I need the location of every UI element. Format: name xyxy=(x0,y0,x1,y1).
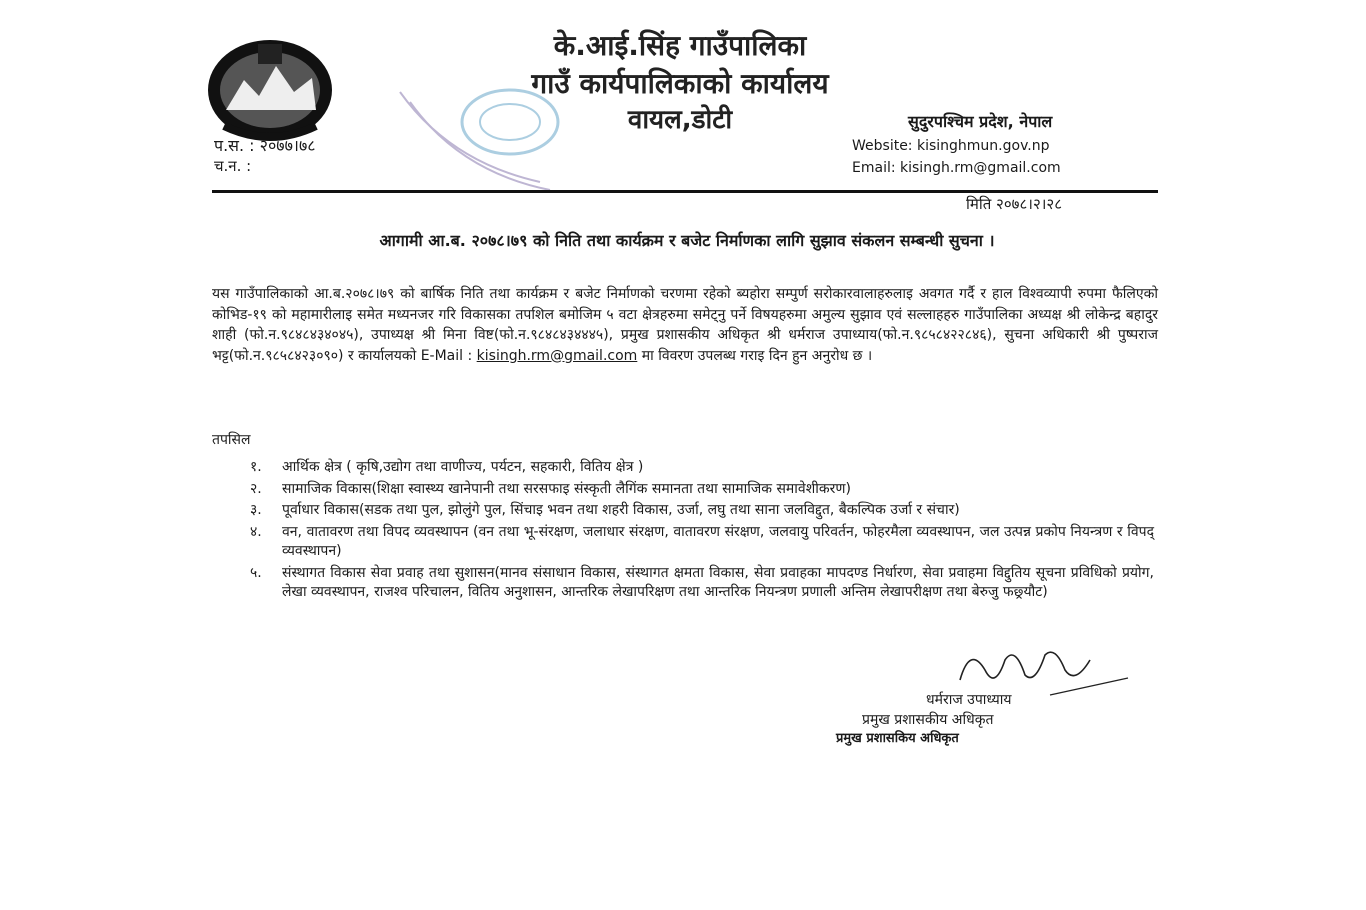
item-number: ३. xyxy=(250,502,262,518)
sector-list xyxy=(250,458,1154,605)
reference-number: प.स. : २०७७।७८ xyxy=(214,136,316,155)
signatory-name: धर्मराज उपाध्याय xyxy=(926,692,1012,708)
office-location: वायल,डोटी xyxy=(627,105,733,135)
item-text: पूर्वाधार विकास(सडक तथा पुल, झोलुंगे पुल, सिंचाइ भवन तथा शहरी विकास, उर्जा, लघु तथा साना जलविद्दुत, बैकल्पिक उर्जा र संचार) xyxy=(282,502,960,518)
nepal-emblem-icon xyxy=(204,30,336,146)
list-item xyxy=(250,501,1154,521)
signatory-title: प्रमुख प्रशासकीय अधिकृत xyxy=(862,712,994,728)
details-label: तपसिल xyxy=(212,432,251,448)
email-link[interactable]: kisingh.rm@gmail.com xyxy=(476,347,638,364)
list-item xyxy=(250,523,1154,562)
body-text: यस गाउँपालिकाको आ.ब.२०७८।७९ को बार्षिक निति तथा कार्यक्रम र बजेट निर्माणको चरणमा रहेको ब्यहोरा सम्पुर्ण सरोकारवालाहरुलाइ अवगत गर्दै र हाल विश्वव्यापी रुपमा फैलिएको कोभिड-१९ को महामारीलाइ समेत मध्यनजर गरि विकासका तपशिल बमोजिम ५ वटा क्षेत्रहरुमा समेट्नु पर्ने विषयहरुमा अमुल्य सुझाव एवं सल्लाहहरु गाउँपालिका अध्यक्ष श्री लोकेन्द्र बहादुर शाही (फो.न.९८४८४३४०४५), उपाध्यक्ष श्री मिना विष्ट(फो.न.९८४८४३४४४५), प्रमुख प्रशासकीय अधिकृत श्री धर्मराज उपाध्याय(फो.न.९८५८४२२८४६), सुचना अधिकारी श्री पुष्पराज भट्ट(फो.न.९८५८४२३०९०) र कार्यालयको E-Mail : xyxy=(212,286,1158,364)
subject: आगामी आ.ब. २०७८।७९ को निति तथा कार्यक्रम र बजेट निर्माणका लागि सुझाव संकलन सम्बन्धी सुचना । xyxy=(379,231,995,250)
item-text: सामाजिक विकास(शिक्षा स्वास्थ्य खानेपानी तथा सरसफाइ संस्कृती लैगिंक समानता तथा सामाजिक समावेशीकरण) xyxy=(282,480,851,497)
letter-date: मिति २०७८।२।२८ xyxy=(966,195,1063,213)
dispatch-number: च.न. : xyxy=(214,157,252,175)
email: Email: kisingh.rm@gmail.com xyxy=(852,160,1061,176)
list-item xyxy=(250,564,1154,603)
header-divider xyxy=(212,190,1158,193)
item-number: ४. xyxy=(250,523,262,540)
list-item xyxy=(250,480,1154,500)
item-number: १. xyxy=(250,459,262,475)
item-text: संस्थागत विकास सेवा प्रवाह तथा सुशासन(मानव संसाधान विकास, संस्थागत क्षमता विकास, सेवा प्रवाहका मापदण्ड निर्धारण, सेवा प्रवाहमा विद्दुतिय सूचना प्रविधिको प्रयोग, लेखा व्यवस्थापन, राजश्व परिचालन, वितिय अनुशासन, आन्तरिक लेखापरिक्षण तथा आन्तरिक नियन्त्रण प्रणाली अन्तिम लेखापरीक्षण तथा बेरुजु फछ्र्यौट) xyxy=(282,564,1154,600)
body-text-end: मा विवरण उपलब्ध गराइ दिन हुन अनुरोध छ । xyxy=(641,347,873,364)
item-text: आर्थिक क्षेत्र ( कृषि,उद्योग तथा वाणीज्य, पर्यटन, सहकारी, वितिय क्षेत्र ) xyxy=(282,459,644,475)
signatory-title-stamp: प्रमुख प्रशासकिय अधिकृत xyxy=(836,731,959,746)
item-number: २. xyxy=(250,480,262,497)
org-name: के.आई.सिंह गाउँपालिका xyxy=(553,29,807,62)
body-paragraph xyxy=(212,284,1158,366)
website: Website: kisinghmun.gov.np xyxy=(852,138,1050,154)
item-text: वन, वातावरण तथा विपद व्यवस्थापन (वन तथा भू-संरक्षण, जलाधार संरक्षण, वातावरण संरक्षण, जलवायु परिवर्तन, फोहरमैला व्यवस्थापन, जल उत्पन्न प्रकोप नियन्त्रण र विपद् व्यवस्थापन) xyxy=(282,523,1154,559)
item-number: ५. xyxy=(250,564,262,581)
list-item xyxy=(250,458,1154,478)
office-name: गाउँ कार्यपालिकाको कार्यालय xyxy=(531,67,829,100)
province: सुदुरपश्चिम प्रदेश, नेपाल xyxy=(908,112,1053,131)
